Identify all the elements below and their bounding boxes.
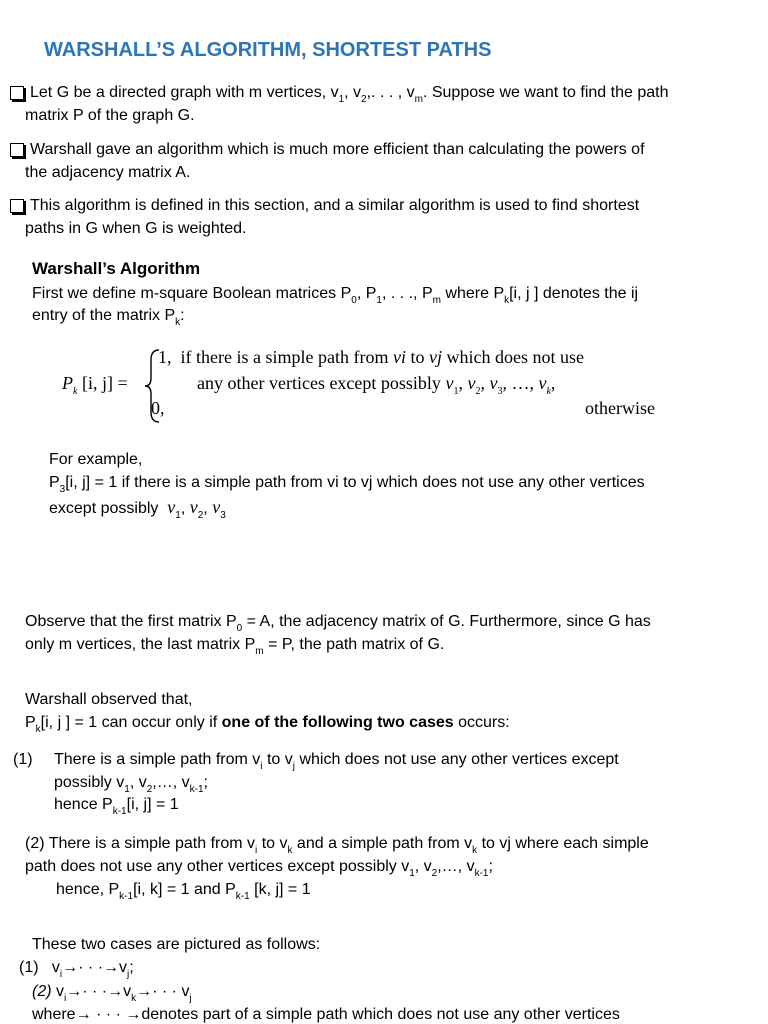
observe-line-2: only m vertices, the last matrix $P_m = P$, the path matrix of G. (25, 636, 445, 657)
case-2-line-3: hence, $P_{k-1}[i$, k] = 1 and $P_{k-1}$ [k, j] = 1 (56, 881, 311, 902)
case-2-line-1: (2) There is a simple path from $v_i$ to $v_k$ and a simple path from $v_k$ to vj where each simple (25, 835, 649, 856)
formula-case-1: 1, if there is a simple path from vi to vj which does not use (158, 347, 584, 367)
pictured-case-2: (2) $v_i\to\cdot \cdot \cdot\to v_k\to\cdot$ · · $v_j$ (32, 983, 192, 1004)
bullet-3-line-1: This algorithm is defined in this section, and a similar algorithm is used to find shortest (30, 197, 640, 214)
bullet-2-line-1: Warshall gave an algorithm which is much more efficient than calculating the powers of (30, 141, 645, 158)
warshall-observed: Warshall observed that, (25, 691, 193, 708)
observe-line-1: Observe that the first matrix $P_0 = A$, the adjacency matrix of G. Furthermore, since G has (25, 613, 651, 634)
example-line-1: $P_3[i$, j] = 1 if there is a simple path from vi to vj which does not use any other vertices (49, 474, 645, 495)
bullet-3-line-2: paths in G when G is weighted. (25, 220, 247, 237)
bullet-1-line-1: Let G be a directed graph with m vertices, $v_1$, $v_2$,. . . , $v_m$. Suppose we want to find the path (30, 84, 669, 105)
pictured-intro: These two cases are pictured as follows: (32, 936, 321, 953)
example-label: For example, (49, 451, 143, 468)
formula-lhs: $P_k$ [i, j] = (62, 373, 128, 397)
formula-case-1-line-2: any other vertices except possibly $v_1$, $v_2$, $v_3$, …, $v_k$, (197, 373, 556, 397)
formula-otherwise: otherwise (585, 398, 655, 418)
case-2-line-2: path does not use any other vertices except possibly $v_1$, $v_2,\dots$, $v_{k-1}$; (25, 858, 493, 879)
case-1-line-2: possibly $v_1$, $v_2,\dots$, $v_{k-1}$; (54, 774, 208, 795)
definition-line-1: First we define m-square Boolean matrices $P_0$, $P_1$, . . ., $P_m$ where $P_k[i$, j ] denotes the ij (32, 285, 639, 306)
bullet-2-line-2: the adjacency matrix A. (25, 164, 191, 181)
page-title: WARSHALL’S ALGORITHM, SHORTEST PATHS (44, 39, 492, 61)
warshall-condition: $P_k[i$, j ] = 1 can occur only if one of the following two cases occurs: (25, 714, 510, 735)
pictured-case-1: (1) $v_i\to\cdot \cdot \cdot\to v_j$; (19, 959, 134, 980)
case-1-line-1: There is a simple path from $v_i$ to $v_j$ which does not use any other vertices except (54, 751, 619, 772)
definition-line-2: entry of the matrix $P_k$: (32, 307, 185, 328)
pictured-where: where→ · · · →denotes part of a simple path which does not use any other vertices (32, 1006, 620, 1023)
checkbox-bullet-icon (10, 199, 24, 213)
checkbox-bullet-icon (10, 86, 24, 100)
case-1-number: (1) (13, 751, 33, 768)
case-1-line-3: hence $P_{k-1}[i$, j] = 1 (54, 796, 179, 817)
section-heading: Warshall’s Algorithm (32, 259, 201, 278)
bullet-1-line-2: matrix P of the graph G. (25, 107, 195, 124)
example-line-2: except possibly $v_1$, $v_2$, $v_3$ (49, 497, 226, 521)
formula-case-2: 0, (151, 398, 165, 418)
checkbox-bullet-icon (10, 143, 24, 157)
